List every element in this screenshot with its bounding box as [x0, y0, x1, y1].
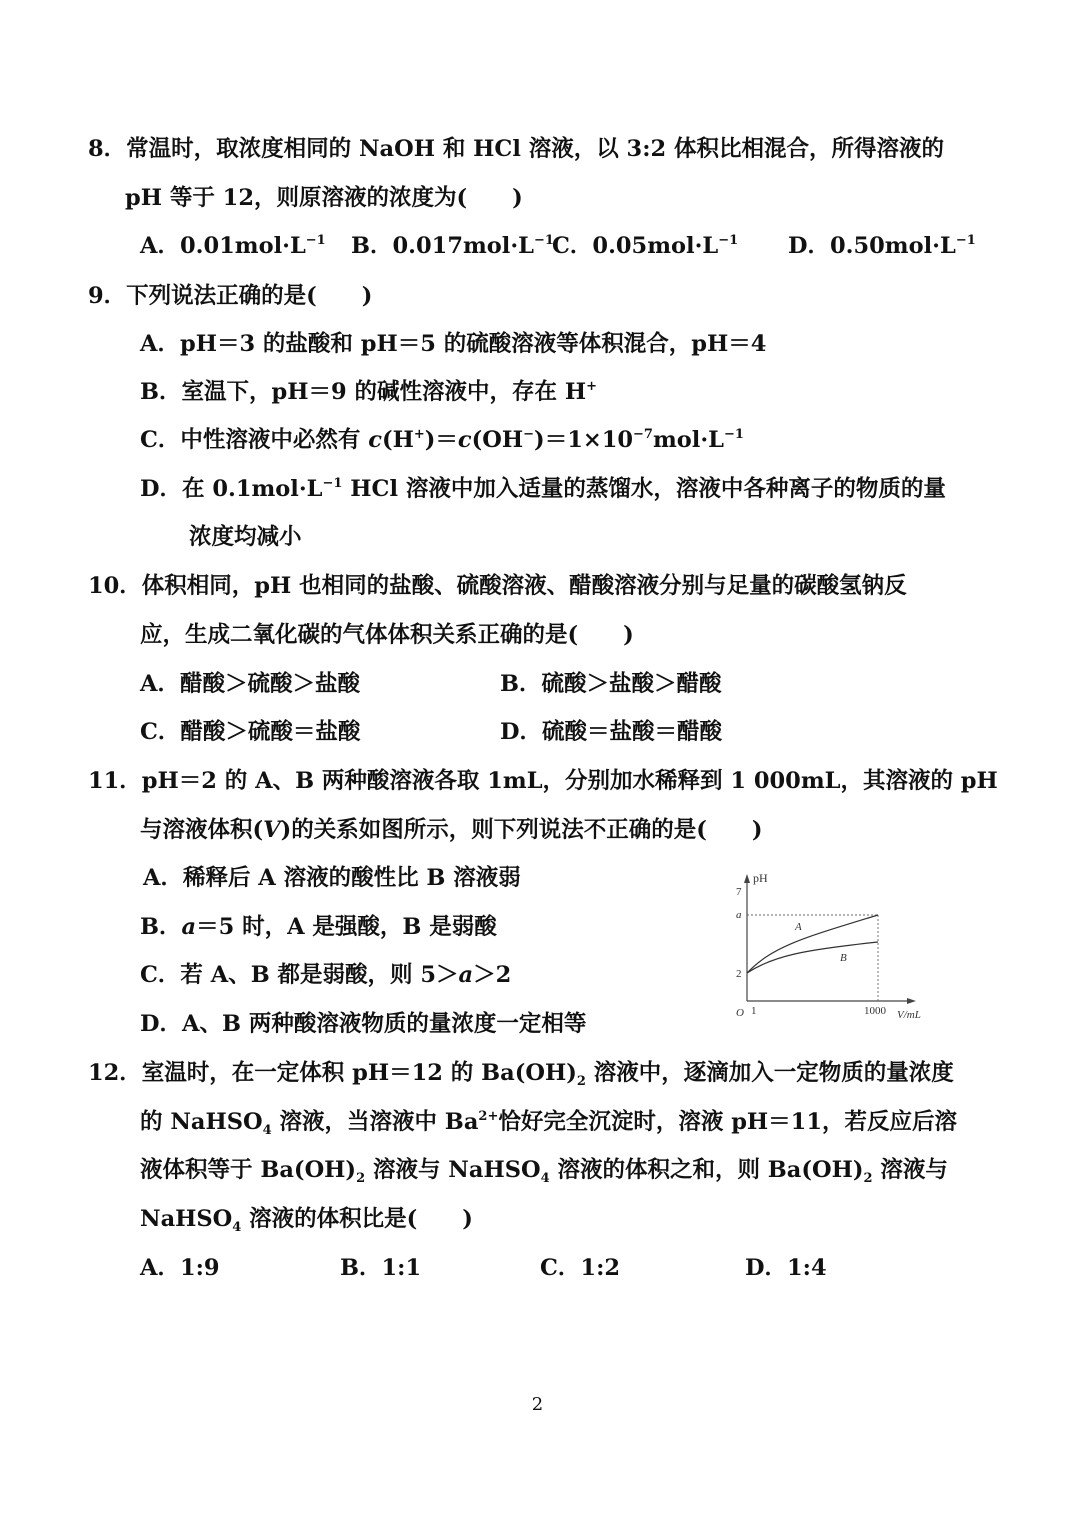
y-axis-label: pH: [753, 871, 768, 885]
q11-option-b: B．a＝5 时，A 是强酸，B 是弱酸: [140, 914, 497, 940]
q9-stem: 9．下列说法正确的是( ): [88, 283, 373, 309]
q11-option-c: C．若 A、B 都是弱酸，则 5＞a＞2: [140, 962, 512, 988]
y-tick-a: a: [736, 909, 742, 921]
q9-option-a: A．pH＝3 的盐酸和 pH＝5 的硫酸溶液等体积混合，pH＝4: [140, 331, 767, 357]
x-tick-1000: 1000: [864, 1005, 886, 1017]
q10-stem-line1: 10．体积相同，pH 也相同的盐酸、硫酸溶液、醋酸溶液分别与足量的碳酸氢钠反: [88, 573, 907, 599]
q8-option-a: A．$0.01mol\cdot L^{-1}$: [140, 233, 326, 259]
x-axis-arrow: [907, 998, 916, 1004]
q11-option-a: A．稀释后 A 溶液的酸性比 B 溶液弱: [143, 865, 521, 891]
curve-a-label: A: [795, 921, 802, 933]
q8-option-c: C．$0.05mol\cdot L^{-1}$: [552, 233, 739, 259]
x-tick-1: 1: [751, 1005, 757, 1017]
q12-stem-line2: 的 NaHSO$_4$ 溶液，当溶液中 $Ba^{2+}$恰好完全沉淀时，溶液 pH＝11，若反应后溶: [140, 1109, 957, 1138]
ph-dilution-graph: [733, 866, 938, 1026]
curve-b: [747, 942, 878, 973]
q8-stem-line1: 8．常温时，取浓度相同的 NaOH 和 HCl 溶液，以 3:2 体积比相混合，所得溶液的: [88, 136, 944, 162]
q12-stem-line4: NaHSO$_4$ 溶液的体积比是( ): [140, 1206, 473, 1235]
q12-option-d: D．1:4: [745, 1255, 827, 1281]
q10-stem-line2: 应，生成二氧化碳的气体体积关系正确的是( ): [140, 622, 634, 648]
q9-option-d-line2: 浓度均减小: [189, 524, 302, 550]
q8-option-d: D．$0.50mol\cdot L^{-1}$: [788, 233, 976, 259]
q10-option-d: D．硫酸＝盐酸＝醋酸: [500, 719, 723, 745]
q8-option-b: B．$0.017mol\cdot L^{-1}$: [351, 233, 554, 259]
q12-option-a: A．1:9: [140, 1255, 220, 1281]
curve-b-label: B: [840, 952, 847, 964]
q9-option-d-line1: D．在 $0.1mol\cdot L^{-1}$ HCl 溶液中加入适量的蒸馏水，溶液中各种离子的物质的量: [140, 476, 946, 502]
q11-stem-line1: 11．pH＝2 的 A、B 两种酸溶液各取 1mL，分别加水稀释到 1 000mL，其溶液的 pH: [88, 768, 998, 794]
q11-stem-line2: 与溶液体积(V)的关系如图所示，则下列说法不正确的是( ): [140, 817, 763, 843]
q11-option-d: D．A、B 两种酸溶液物质的量浓度一定相等: [140, 1011, 587, 1037]
origin-label: O: [736, 1007, 744, 1019]
q10-option-a: A．醋酸＞硫酸＞盐酸: [140, 671, 360, 697]
q8-stem-line2: pH 等于 12，则原溶液的浓度为( ): [125, 185, 523, 211]
q12-option-b: B．1:1: [340, 1255, 422, 1281]
y-axis-arrow: [744, 874, 750, 883]
q10-option-c: C．醋酸＞硫酸＝盐酸: [140, 719, 361, 745]
page-number: 2: [531, 1394, 544, 1415]
y-tick-2: 2: [736, 968, 742, 980]
q10-option-b: B．硫酸＞盐酸＞醋酸: [500, 671, 722, 697]
q9-option-b: B．室温下，pH＝9 的碱性溶液中，存在 H+: [140, 379, 597, 405]
x-axis-label: V/mL: [897, 1009, 921, 1021]
q12-stem-line1: 12．室温时，在一定体积 pH＝12 的 $Ba(OH)_2$ 溶液中，逐滴加入一定物质的量浓度: [88, 1060, 954, 1089]
q12-option-c: C．1:2: [540, 1255, 621, 1281]
y-tick-7: 7: [736, 886, 742, 898]
q9-option-c: C．中性溶液中必然有 $c(H^+)=c(OH^-)=1\times 10^{-7}mol\cdot L^{-1}$: [140, 427, 744, 453]
q12-stem-line3: 液体积等于 $Ba(OH)_2$ 溶液与 NaHSO$_4$ 溶液的体积之和，则 $Ba(OH)_2$ 溶液与: [140, 1157, 948, 1186]
